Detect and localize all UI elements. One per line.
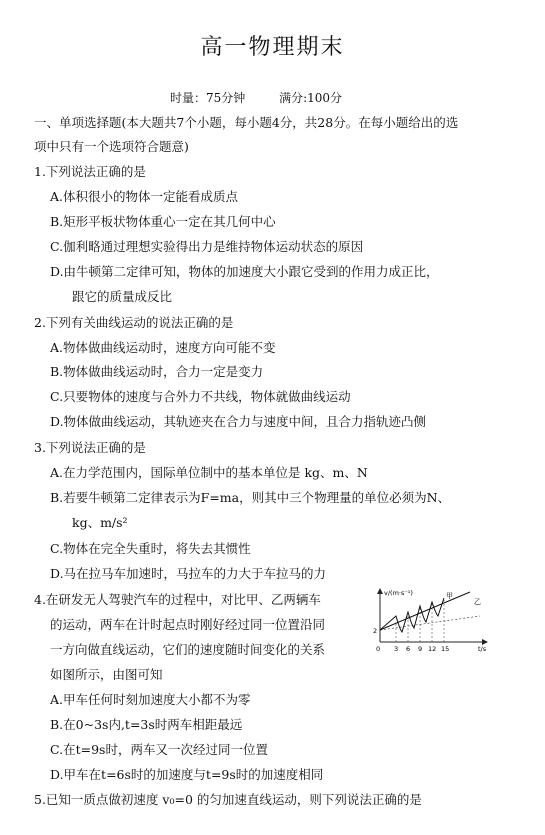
question-3-option-b-cont: kg、m/s² (72, 515, 128, 530)
question-2-option-a: A.物体做曲线运动时，速度方向可能不变 (50, 340, 276, 355)
question-1-option-b: B.矩形平板状物体重心一定在其几何中心 (50, 214, 276, 229)
question-1-option-c: C.伽利略通过理想实验得出力是维持物体运动状态的原因 (50, 239, 364, 254)
graph-line-yi (380, 592, 470, 630)
question-1-stem: 1.下列说法正确的是 (34, 164, 146, 179)
graph-tick-y-2: 2 (373, 627, 378, 635)
question-3-stem: 3.下列说法正确的是 (34, 440, 146, 455)
velocity-time-graph (370, 586, 490, 656)
question-4-option-c: C.在t=9s时，两车又一次经过同一位置 (50, 742, 268, 757)
graph-tick-x-15: 15 (441, 645, 450, 653)
exam-time: 时量：75分钟 (170, 91, 246, 105)
graph-tick-x-6: 6 (406, 645, 411, 653)
question-1-option-a: A.体积很小的物体一定能看成质点 (50, 189, 239, 204)
question-2-stem: 2.下列有关曲线运动的说法正确的是 (34, 315, 234, 330)
question-4-option-d: D.甲车在t=6s时的加速度与t=9s时的加速度相同 (50, 767, 324, 782)
question-5-stem: 5.已知一质点做初速度 v₀=0 的匀加速直线运动，则下列说法正确的是 (34, 792, 422, 807)
question-3-option-b: B.若要牛顿第二定律表示为F=ma，则其中三个物理量的单位必须为N、 (50, 490, 451, 505)
question-1-option-d: D.由牛顿第二定律可知，物体的加速度大小跟它受到的作用力成正比， (50, 264, 439, 279)
question-4-stem-line-4: 如图所示，由图可知 (50, 667, 163, 682)
graph-tick-x-3: 3 (394, 645, 399, 653)
question-3-option-d: D.马在拉马车加速时，马拉车的力大于车拉马的力 (50, 566, 327, 581)
question-1-option-d-cont: 跟它的质量成反比 (72, 289, 173, 304)
question-3-option-c: C.物体在完全失重时，将失去其惯性 (50, 541, 251, 556)
graph-tick-x-12: 12 (428, 645, 437, 653)
graph-x-axis-label: t/s (478, 645, 487, 653)
question-4-option-a: A.甲车任何时刻加速度大小都不为零 (50, 692, 251, 707)
exam-full-score: 满分:100分 (279, 91, 343, 105)
question-4-option-b: B.在0~3s内,t=3s时两车相距最远 (50, 717, 243, 732)
graph-label-jia: 甲 (446, 592, 453, 600)
question-3-option-a: A.在力学范围内，国际单位制中的基本单位是 kg、m、N (50, 465, 368, 480)
question-2-option-b: B.物体做曲线运动时，合力一定是变力 (50, 364, 264, 379)
graph-guide-line (380, 616, 480, 630)
section-heading-cont: 项中只有一个选项符合题意) (34, 139, 189, 154)
question-4-stem-line-2: 的运动，两车在计时起点时刚好经过同一位置沿同 (50, 617, 326, 632)
page-title: 高一物理期末 (200, 35, 345, 60)
exam-meta (170, 89, 342, 106)
question-2-option-d: D.物体做曲线运动，其轨迹夹在合力与速度中间，且合力指轨迹凸侧 (50, 414, 427, 429)
question-4-stem-line-3: 一方向做直线运动，它们的速度随时间变化的关系 (50, 642, 326, 657)
graph-label-yi: 乙 (474, 598, 481, 606)
question-2-option-c: C.只要物体的速度与合外力不共线，物体就做曲线运动 (50, 389, 351, 404)
graph-line-jia (380, 598, 444, 632)
graph-tick-x-9: 9 (418, 645, 423, 653)
question-4-stem: 4.在研发无人驾驶汽车的过程中，对比甲、乙两辆车 (34, 592, 321, 607)
graph-tick-x-0: 0 (376, 645, 381, 653)
graph-y-axis-label: v/(m·s⁻¹) (384, 589, 413, 597)
section-heading: 一、单项选择题(本大题共7个小题，每小题4分，共28分。在每小题给出的选 (34, 115, 459, 130)
